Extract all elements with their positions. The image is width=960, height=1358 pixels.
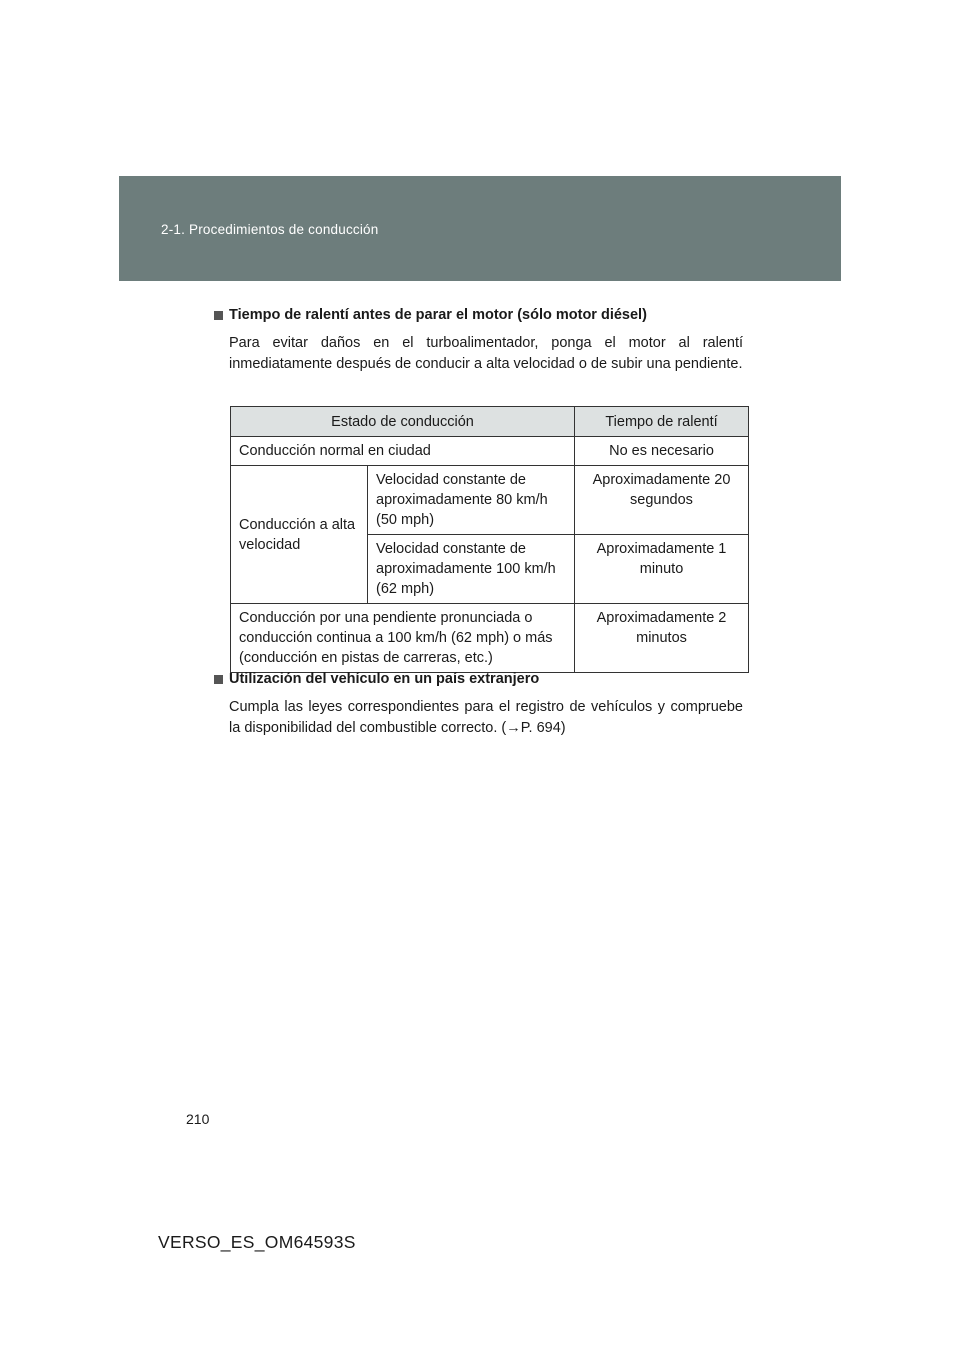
header-driving-condition: Estado de conducción — [231, 407, 575, 437]
section1-title: Tiempo de ralentí antes de parar el motor (sólo motor diésel) — [229, 307, 647, 323]
table-row — [231, 466, 749, 535]
square-bullet-icon — [214, 675, 223, 684]
square-bullet-icon — [214, 311, 223, 320]
header-idle-time: Tiempo de ralentí — [575, 407, 749, 437]
city-condition: Conducción normal en ciudad — [231, 437, 575, 466]
document-code: VERSO_ES_OM64593S — [158, 1232, 356, 1252]
idle-time-table — [230, 406, 749, 673]
slope-condition: Conducción por una pendiente pronunciada o conducción continua a 100 km/h (62 mph) o más (conducción en pistas de carreras, etc.) — [231, 604, 575, 673]
speed100-condition: Velocidad constante de aproximadamente 100 km/h (62 mph) — [368, 535, 575, 604]
section-breadcrumb: 2-1. Procedimientos de conducción — [161, 222, 379, 237]
city-time: No es necesario — [575, 437, 749, 466]
section2-body: Cumpla las leyes correspondientes para el registro de vehículos y compruebe la disponibilidad del combustible correcto. (→P. 694) — [229, 699, 743, 736]
high-speed-label: Conducción a alta velocidad — [231, 466, 368, 604]
speed80-time: Aproximadamente 20 segundos — [575, 466, 749, 535]
section2-title: Utilización del vehículo en un país extranjero — [229, 671, 540, 687]
section1-heading — [214, 307, 647, 323]
page-number: 210 — [186, 1111, 210, 1127]
speed100-time: Aproximadamente 1 minuto — [575, 535, 749, 604]
table-row — [231, 604, 749, 673]
header-band — [119, 176, 841, 281]
table-header-row — [231, 407, 749, 437]
section2-heading — [214, 671, 539, 687]
table-row — [231, 437, 749, 466]
section1-body: Para evitar daños en el turboalimentador, ponga el motor al ralentí inmediatamente después de conducir a alta velocidad o de subir una pendiente. — [229, 335, 743, 372]
slope-time: Aproximadamente 2 minutos — [575, 604, 749, 673]
speed80-condition: Velocidad constante de aproximadamente 80 km/h (50 mph) — [368, 466, 575, 535]
